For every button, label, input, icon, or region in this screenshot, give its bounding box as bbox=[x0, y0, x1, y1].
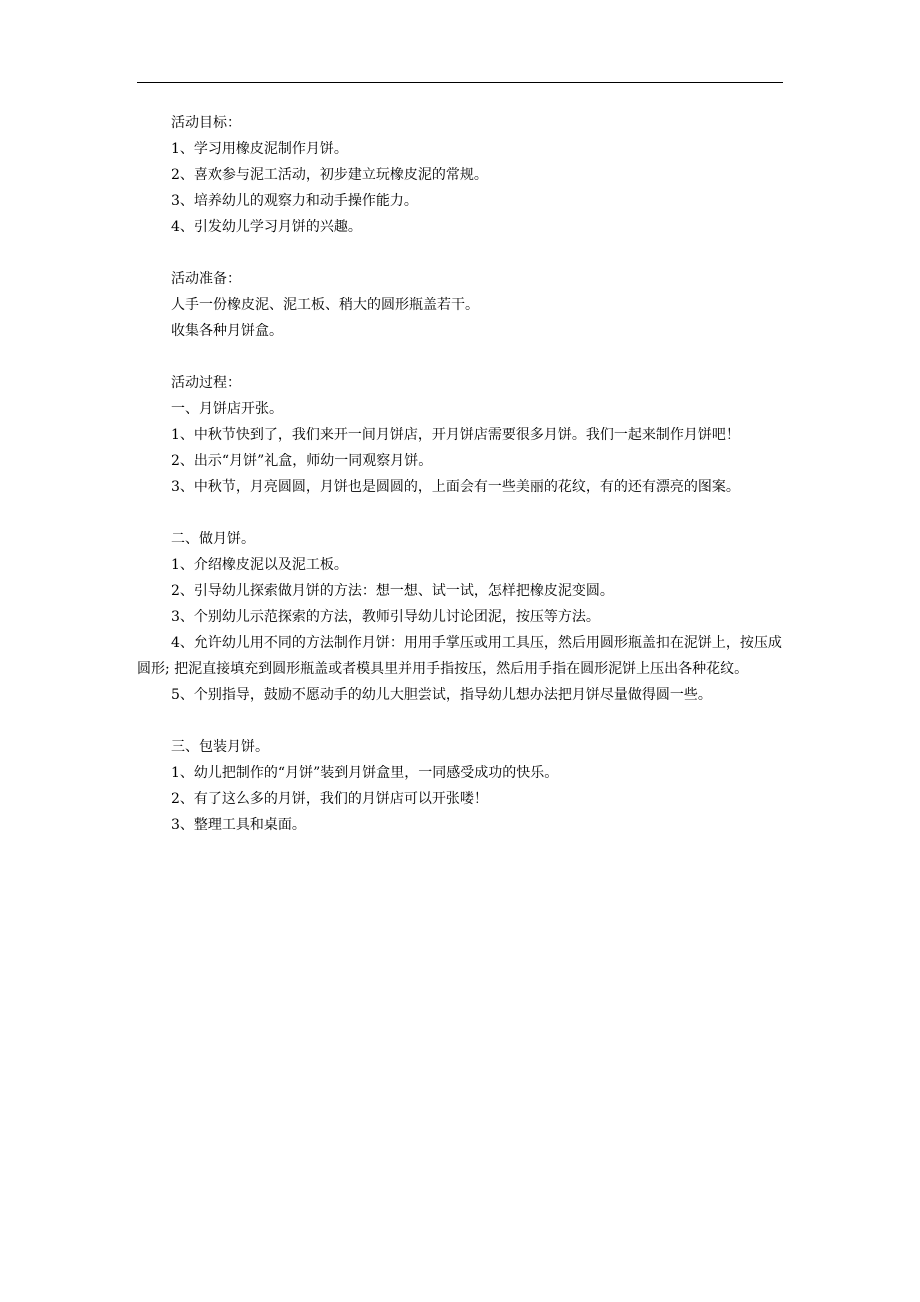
preparation-item: 收集各种月饼盒。 bbox=[171, 323, 283, 339]
part1-item: 1、中秋节快到了，我们来开一间月饼店，开月饼店需要很多月饼。我们一起来制作月饼吧！ bbox=[171, 427, 740, 443]
preparation-item: 人手一份橡皮泥、泥工板、稍大的圆形瓶盖若干。 bbox=[171, 297, 479, 313]
part3-title: 三、包装月饼。 bbox=[171, 739, 269, 755]
goals-heading: 活动目标： bbox=[171, 115, 241, 131]
process-part2-section bbox=[137, 526, 783, 708]
preparation-heading: 活动准备： bbox=[171, 271, 241, 287]
header-rule bbox=[137, 82, 783, 83]
process-part3-section bbox=[137, 734, 783, 838]
part1-title: 一、月饼店开张。 bbox=[171, 401, 283, 417]
goal-item: 3、培养幼儿的观察力和动手操作能力。 bbox=[171, 193, 418, 209]
part1-item: 2、出示“月饼”礼盒，师幼一同观察月饼。 bbox=[171, 453, 433, 469]
part2-item: 3、个别幼儿示范探索的方法，教师引导幼儿讨论团泥，按压等方法。 bbox=[171, 609, 600, 625]
part2-item: 4、允许幼儿用不同的方法制作月饼：用用手掌压或用工具压，然后用圆形瓶盖扣在泥饼上，按压成圆形; 把泥直接填充到圆形瓶盖或者模具里并用手指按压，然后用手指在圆形泥饼上压出各种花纹。 bbox=[137, 635, 782, 677]
process-part1-section bbox=[137, 370, 783, 500]
part2-item: 2、引导幼儿探索做月饼的方法：想一想、试一试，怎样把橡皮泥变圆。 bbox=[171, 583, 614, 599]
preparation-section bbox=[137, 266, 783, 344]
part3-item: 2、有了这么多的月饼，我们的月饼店可以开张喽！ bbox=[171, 791, 488, 807]
goal-item: 4、引发幼儿学习月饼的兴趣。 bbox=[171, 219, 362, 235]
part2-item: 5、个别指导，鼓励不愿动手的幼儿大胆尝试，指导幼儿想办法把月饼尽量做得圆一些。 bbox=[171, 687, 712, 703]
goals-section bbox=[137, 110, 783, 240]
part1-item: 3、中秋节，月亮圆圆，月饼也是圆圆的，上面会有一些美丽的花纹，有的还有漂亮的图案。 bbox=[171, 479, 740, 495]
document-body bbox=[137, 110, 783, 838]
part2-item: 1、介绍橡皮泥以及泥工板。 bbox=[171, 557, 348, 573]
part2-title: 二、做月饼。 bbox=[171, 531, 255, 547]
part3-item: 3、整理工具和桌面。 bbox=[171, 817, 306, 833]
goal-item: 1、学习用橡皮泥制作月饼。 bbox=[171, 141, 348, 157]
process-heading: 活动过程： bbox=[171, 375, 241, 391]
goal-item: 2、喜欢参与泥工活动，初步建立玩橡皮泥的常规。 bbox=[171, 167, 488, 183]
part3-item: 1、幼儿把制作的“月饼”装到月饼盒里，一同感受成功的快乐。 bbox=[171, 765, 559, 781]
